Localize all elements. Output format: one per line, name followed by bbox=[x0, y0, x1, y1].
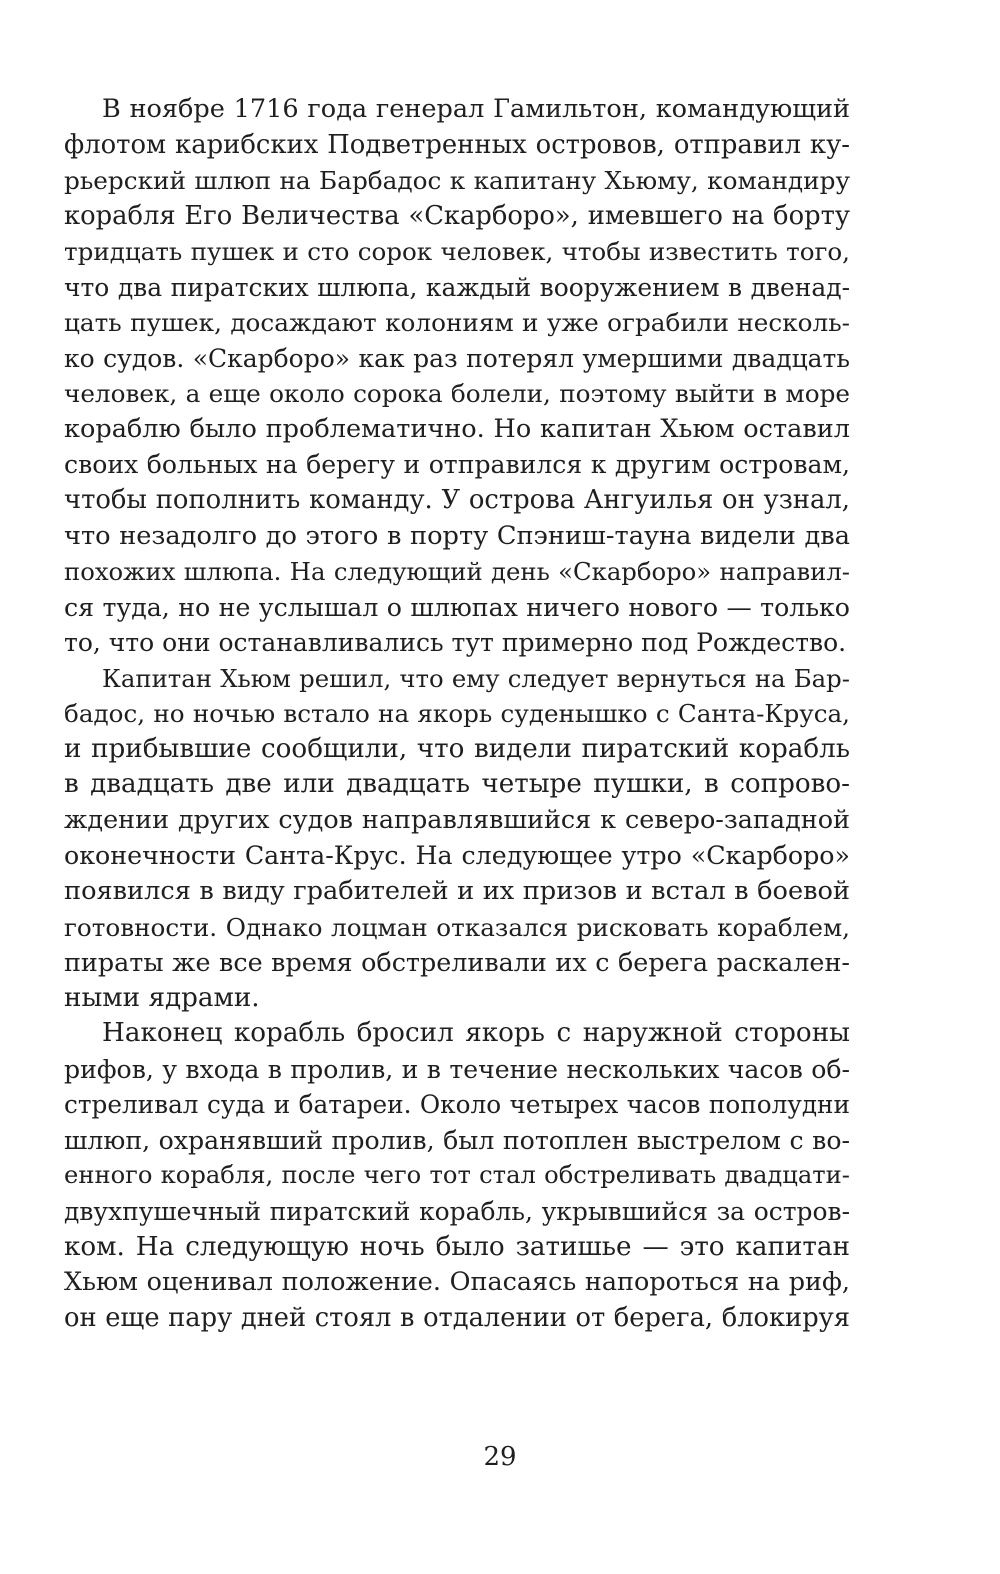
text-line: он еще пару дней стоял в отдалении от берега, блокируя bbox=[64, 1302, 850, 1333]
text-line: ждении других судов направлявшийся к северо-западной bbox=[64, 804, 850, 835]
text-line: цать пушек, досаждают колониям и уже ограбили несколь- bbox=[64, 308, 850, 338]
paragraph-1 bbox=[64, 92, 850, 661]
text-line: своих больных на берегу и отправился к другим островам, bbox=[64, 450, 850, 480]
text-line: готовности. Однако лоцман отказался рисковать кораблем, bbox=[64, 912, 850, 942]
text-line: шлюп, охранявший пролив, был потоплен выстрелом с во- bbox=[64, 1125, 850, 1155]
text-line: ся туда, но не услышал о шлюпах ничего нового — только bbox=[64, 592, 850, 622]
text-line: рьерский шлюп на Барбадос к капитану Хьюму, командиру bbox=[64, 166, 850, 196]
text-line: Хьюм оценивал положение. Опасаясь напороться на риф, bbox=[64, 1267, 850, 1298]
text-line: ко судов. «Скарборо» как раз потерял умершими двадцать bbox=[64, 343, 850, 373]
paragraph-3 bbox=[64, 1016, 850, 1336]
text-line: двухпушечный пиратский корабль, укрывшийся за остров- bbox=[64, 1196, 850, 1226]
text-line: и прибывшие сообщили, что видели пиратский корабль bbox=[64, 733, 850, 764]
text-line: бадос, но ночью встало на якорь суденышко с Санта-Круса, bbox=[64, 699, 850, 729]
text-line: тридцать пушек и сто сорок человек, чтобы известить того, bbox=[64, 237, 850, 267]
text-line: похожих шлюпа. На следующий день «Скарборо» направил- bbox=[64, 557, 850, 587]
text-line: флотом карибских Подветренных островов, отправил ку- bbox=[64, 129, 850, 160]
text-line: ком. На следующую ночь было затишье — это капитан bbox=[64, 1231, 850, 1262]
text-line: пираты же все время обстреливали их с берега раскален- bbox=[64, 947, 850, 978]
text-line: корабля Его Величества «Скарборо», имевшего на борту bbox=[64, 200, 850, 231]
text-line: появился в виду грабителей и их призов и встал в боевой bbox=[64, 876, 850, 907]
text-line: стреливал суда и батареи. Около четырех часов пополудни bbox=[64, 1090, 850, 1120]
text-line: чтобы пополнить команду. У острова Ангуилья он узнал, bbox=[64, 485, 850, 516]
text-line: что два пиратских шлюпа, каждый вооружением в двенад- bbox=[64, 272, 850, 302]
page-number: 29 bbox=[483, 1442, 517, 1472]
page-body bbox=[64, 92, 850, 1432]
text-line: Наконец корабль бросил якорь с наружной стороны bbox=[102, 1018, 850, 1049]
text-line: кораблю было проблематично. Но капитан Хьюм оставил bbox=[64, 413, 850, 444]
text-line: оконечности Санта-Крус. На следующее утро «Скарборо» bbox=[64, 841, 850, 871]
text-line: Капитан Хьюм решил, что ему следует вернуться на Бар- bbox=[102, 663, 850, 693]
text-line: В ноябре 1716 года генерал Гамильтон, командующий bbox=[102, 94, 850, 124]
text-line: енного корабля, после чего тот стал обстреливать двадцати- bbox=[64, 1161, 850, 1190]
text-line: что незадолго до этого в порту Спэниш-тауна видели два bbox=[64, 520, 850, 551]
text-line: то, что они останавливались тут примерно под Рождество. bbox=[64, 628, 847, 658]
text-line: рифов, у входа в пролив, и в течение нескольких часов об- bbox=[64, 1054, 850, 1084]
text-line: в двадцать две или двадцать четыре пушки, в сопрово- bbox=[64, 769, 850, 800]
text-line: человек, а еще около сорока болели, поэтому выйти в море bbox=[64, 379, 850, 409]
text-line: ными ядрами. bbox=[64, 982, 260, 1013]
paragraph-2 bbox=[64, 661, 850, 1016]
